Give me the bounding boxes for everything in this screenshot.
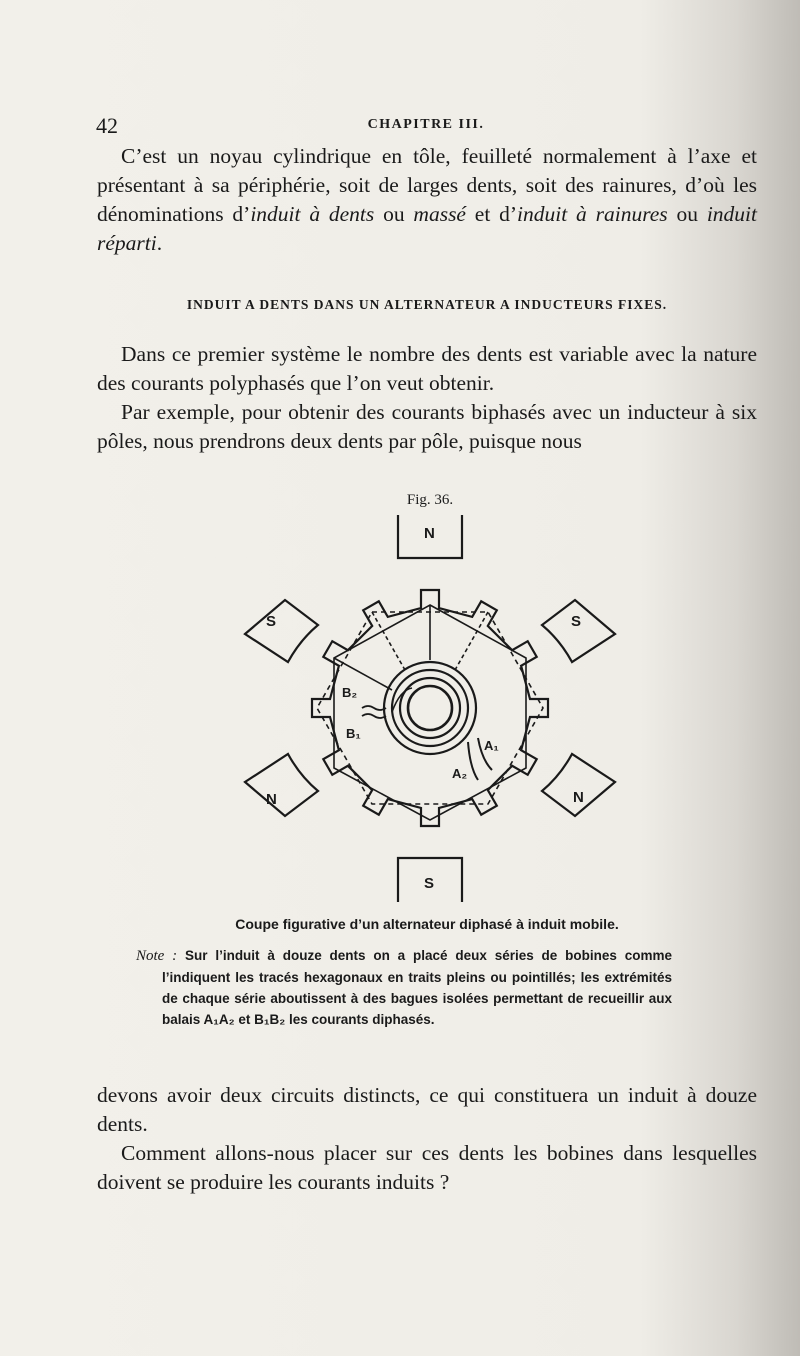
note-text: Sur l’induit à douze dents on a placé deux séries de bobines comme l’indiquent les tracés hexagonaux en traits pleins ou pointillés; les extrémités de chaque série aboutissent à des bagues isolées permettant de recueillir aux balais A₁A₂ et B₁B₂ les courants diphasés. xyxy=(162,948,672,1027)
paragraph-body xyxy=(97,340,757,456)
paragraph-example: Par exemple, pour obtenir des courants biphasés avec un inducteur à six pôles, nous prendrons deux dents par pôle, puisque nous xyxy=(97,400,757,453)
figure-note xyxy=(136,945,672,1030)
label-a1: A₁ xyxy=(484,738,499,753)
alternator-diagram xyxy=(200,505,670,910)
page-number: 42 xyxy=(96,113,118,138)
pole-label-top: N xyxy=(424,525,435,542)
paragraph-intro: C’est un noyau cylindrique en tôle, feuilleté normalement à l’axe et présentant à sa périphérie, soit de larges dents, soit des rainures, d’où les dénominations d’induit à dents ou massé et d’induit à rainures ou induit réparti. xyxy=(97,144,757,255)
pole-label-upper-right: S xyxy=(571,613,582,630)
note-label: Note : xyxy=(136,948,178,964)
paragraph-question: Comment allons-nous placer sur ces dents les bobines dans lesquelles doivent se produire les courants induits ? xyxy=(97,1141,757,1194)
pole-label-upper-left: S xyxy=(266,613,277,630)
pole-lower-left xyxy=(245,754,318,816)
figure-caption: Coupe figurative d’un alternateur diphasé à induit mobile. xyxy=(235,916,619,932)
section-heading: INDUIT A DENTS DANS UN ALTERNATEUR A INDUCTEURS FIXES. xyxy=(186,297,668,312)
paragraph-conclusion xyxy=(97,1081,757,1197)
pole-upper-right xyxy=(542,600,615,662)
paragraph-system: Dans ce premier système le nombre des dents est variable avec la nature des courants polyphasés que l’on veut obtenir. xyxy=(97,342,757,395)
pole-label-lower-right: N xyxy=(573,789,584,806)
label-b1: B₁ xyxy=(346,726,361,741)
paragraph-continuation: devons avoir deux circuits distincts, ce qui constituera un induit à douze dents. xyxy=(97,1083,757,1136)
figure-label: Fig. 36. xyxy=(406,492,454,508)
pole-lower-right xyxy=(542,754,615,816)
chapter-title: CHAPITRE III. xyxy=(367,117,485,132)
label-a2: A₂ xyxy=(452,766,468,781)
pole-label-bottom: S xyxy=(424,875,435,892)
pole-upper-left xyxy=(245,600,318,662)
running-header xyxy=(96,113,756,137)
pole-label-lower-left: N xyxy=(266,791,277,808)
label-b2: B₂ xyxy=(342,685,358,700)
